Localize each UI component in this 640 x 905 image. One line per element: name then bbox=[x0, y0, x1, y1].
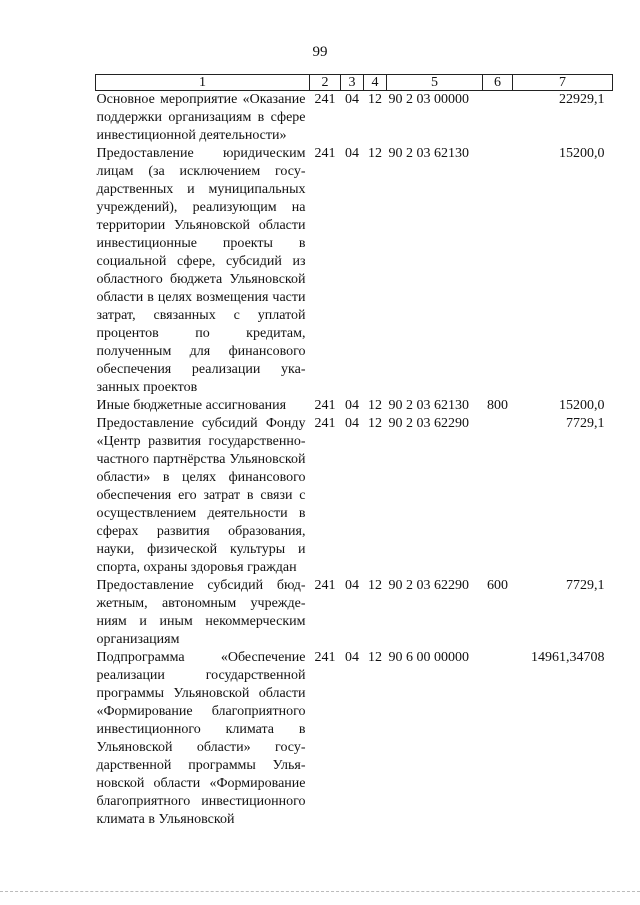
row-expense-type bbox=[483, 145, 513, 397]
row-subsection: 12 bbox=[368, 650, 382, 665]
row-section: 04 bbox=[345, 92, 359, 107]
row-ministry: 241 bbox=[314, 92, 336, 107]
row-expense-type: 600 bbox=[487, 578, 508, 593]
row-target-article: 90 2 03 62130 bbox=[388, 398, 469, 413]
row-expense-type bbox=[483, 415, 513, 577]
table-row bbox=[96, 577, 613, 649]
row-ministry: 241 bbox=[314, 650, 336, 665]
budget-table bbox=[95, 74, 613, 829]
table-row bbox=[96, 415, 613, 577]
row-subsection: 12 bbox=[368, 416, 382, 431]
row-target-article: 90 2 03 62130 bbox=[388, 146, 469, 161]
header-col-5: 5 bbox=[387, 75, 483, 91]
row-section: 04 bbox=[345, 416, 359, 431]
row-subsection: 12 bbox=[368, 92, 382, 107]
header-col-4: 4 bbox=[364, 75, 387, 91]
header-col-7: 7 bbox=[513, 75, 613, 91]
row-expense-type bbox=[483, 649, 513, 829]
row-amount: 15200,0 bbox=[559, 146, 605, 161]
row-name: Подпрограмма «Обеспечение реализации государственной программы Ульяновской области «Формирование благоприятного инвестиционного климата в Ульяновской области» государственной программы Ульяновской области «Формирование благоприятного инвестиционного климата в Ульяновской bbox=[96, 650, 306, 827]
table-header bbox=[96, 75, 613, 91]
row-name: Предоставление юридическим лицам (за исключением государственных и муниципальных учреждений), реализующим на территории Ульяновской области инвестиционные проекты в социальной сфере, субсидий из областного бюджета Ульяновской области в целях возмещения части затрат, связанных с уплатой процентов по кредитам, полученным для финансового обеспечения реализации указанных проектов bbox=[96, 146, 306, 395]
row-target-article: 90 2 03 62290 bbox=[388, 578, 469, 593]
row-ministry: 241 bbox=[314, 416, 336, 431]
row-expense-type bbox=[483, 91, 513, 146]
table-row bbox=[96, 91, 613, 146]
row-amount: 7729,1 bbox=[566, 578, 605, 593]
row-ministry: 241 bbox=[314, 146, 336, 161]
table-row bbox=[96, 649, 613, 829]
header-col-6: 6 bbox=[483, 75, 513, 91]
row-section: 04 bbox=[345, 146, 359, 161]
row-amount: 14961,34708 bbox=[531, 650, 605, 665]
header-col-3: 3 bbox=[341, 75, 364, 91]
row-expense-type: 800 bbox=[487, 398, 508, 413]
row-target-article: 90 6 00 00000 bbox=[388, 650, 469, 665]
row-section: 04 bbox=[345, 650, 359, 665]
page-number: 99 bbox=[312, 44, 328, 60]
row-name: Иные бюджетные ассигнования bbox=[96, 398, 287, 413]
row-subsection: 12 bbox=[368, 398, 382, 413]
row-subsection: 12 bbox=[368, 578, 382, 593]
header-col-2: 2 bbox=[310, 75, 341, 91]
row-name: Предоставление субсидий бюджетным, автономным учреждениям и иным некоммерческим организациям bbox=[96, 578, 306, 647]
row-ministry: 241 bbox=[314, 398, 336, 413]
row-amount: 15200,0 bbox=[559, 398, 605, 413]
row-target-article: 90 2 03 62290 bbox=[388, 416, 469, 431]
table-row bbox=[96, 145, 613, 397]
row-ministry: 241 bbox=[314, 578, 336, 593]
row-section: 04 bbox=[345, 578, 359, 593]
row-name: Основное мероприятие «Оказание поддержки организациям в сфере инвестиционной деятельности» bbox=[96, 92, 306, 143]
row-amount: 7729,1 bbox=[566, 416, 605, 431]
table-body bbox=[96, 91, 613, 830]
page-edge-rule bbox=[0, 891, 640, 892]
row-amount: 22929,1 bbox=[559, 92, 605, 107]
row-name: Предоставление субсидий Фонду «Центр развития государственно-частного партнёрства Ульяновской области» в целях финансового обеспечения его затрат в связи с осуществлением деятельности в сферах развития образования, науки, физической культуры и спорта, охраны здоровья граждан bbox=[96, 416, 306, 575]
row-subsection: 12 bbox=[368, 146, 382, 161]
header-row bbox=[96, 75, 613, 91]
row-section: 04 bbox=[345, 398, 359, 413]
table-row bbox=[96, 397, 613, 415]
row-target-article: 90 2 03 00000 bbox=[388, 92, 469, 107]
header-col-1: 1 bbox=[96, 75, 310, 91]
